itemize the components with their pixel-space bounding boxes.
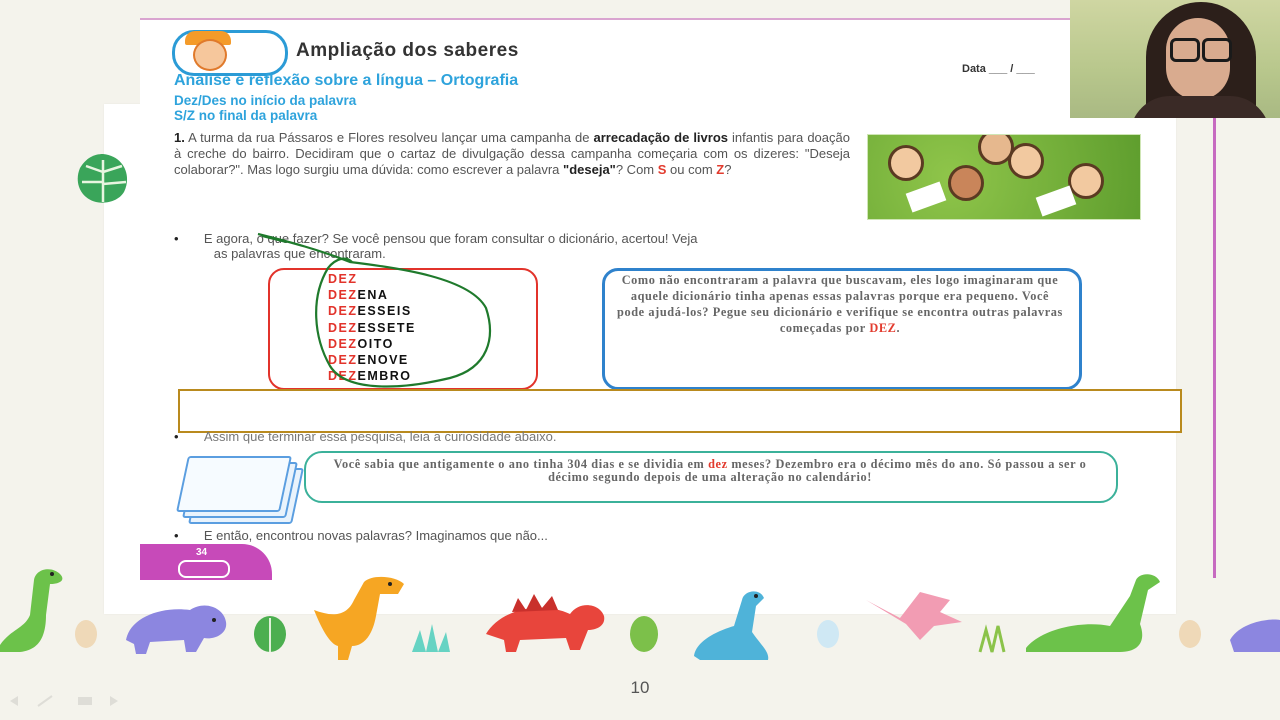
calendar-icon <box>180 458 298 522</box>
glasses-icon <box>1170 38 1200 62</box>
dino-egg-icon <box>75 620 97 648</box>
kids-reading-illustration <box>867 134 1141 220</box>
bullet-consult-dictionary: • E agora, o que fazer? Se você pensou que foram consultar o dicionário, acertou! Veja as palavras que encontraram. <box>174 231 698 261</box>
dez-word-prefix: DEZ <box>328 272 358 286</box>
exercise-text-d: ou com <box>666 161 717 177</box>
dez-word-suffix: ENA <box>357 288 389 303</box>
green-dinosaur-icon <box>0 569 62 652</box>
pink-pterodactyl-icon <box>866 592 962 640</box>
glasses-icon <box>1202 38 1232 62</box>
bullet2-text: Assim que terminar essa pesquisa, leia a curiosidade abaixo. <box>203 429 557 444</box>
bullet3-text: E então, encontrou novas palavras? Imaginamos que não... <box>203 528 548 543</box>
mascot-face-icon <box>193 39 227 71</box>
dez-word-prefix: DEZ <box>328 336 358 351</box>
book-icon <box>1036 185 1077 216</box>
dez-word-prefix: DEZ <box>328 288 358 303</box>
exercise-text-bold: arrecadação de livros <box>593 130 729 145</box>
next-slide-icon[interactable] <box>110 696 118 706</box>
dinosaur-border <box>0 560 1280 670</box>
answer-input-box[interactable] <box>178 389 1182 433</box>
blue-dinosaur-icon <box>694 591 768 660</box>
dictionary-hint-body: Como não encontraram a palavra que buscavam, eles logo imaginaram que aquele dicionário tinha apenas essas palavras porque era pequeno. Você pode ajudá-los? Pegue seu dicionário e verifique se encontra outras palavras começadas por <box>617 273 1063 335</box>
dino-egg-icon <box>1179 620 1201 648</box>
bullet1-line2: as palavras que encontraram. <box>213 246 386 261</box>
exercise-word: "deseja" <box>563 161 616 177</box>
lesson-subtitle: Análise e reflexão sobre a língua – Ortografia <box>174 72 519 89</box>
dez-word-prefix: DEZ <box>328 353 358 368</box>
prev-slide-icon[interactable] <box>10 696 18 706</box>
dictionary-hint-highlight: DEZ <box>869 320 897 335</box>
bullet-new-words: • E então, encontrou novas palavras? Imaginamos que não... <box>174 528 548 543</box>
leaf-icon <box>630 616 658 652</box>
letter-z: Z <box>716 161 725 177</box>
bullet-read-curiosity: • Assim que terminar essa pesquisa, leia a curiosidade abaixo. <box>174 429 557 444</box>
dez-word-suffix: ESSETE <box>357 320 416 335</box>
dino-egg-icon <box>817 620 839 648</box>
dez-word-prefix: DEZ <box>328 369 358 384</box>
presentation-toolbar[interactable] <box>8 694 128 708</box>
section-title: Ampliação dos saberes <box>296 40 519 61</box>
exercise-paragraph <box>174 130 850 177</box>
dez-word-suffix: OITO <box>357 336 394 351</box>
child-face-icon <box>1068 163 1104 199</box>
exercise-text-e: ? <box>724 161 732 177</box>
child-face-icon <box>888 145 924 181</box>
curiosity-text <box>316 458 1104 483</box>
pen-icon[interactable] <box>38 696 52 706</box>
grass-icon <box>980 626 1004 652</box>
textbook-page-number: 34 <box>196 547 208 558</box>
exercise-number: 1. <box>174 130 185 145</box>
mascot-badge <box>172 30 288 76</box>
exercise-text-c: ? Com <box>615 161 658 177</box>
book-icon <box>906 181 947 212</box>
letter-s: S <box>657 161 667 177</box>
green-annotation-drawing <box>250 228 510 398</box>
child-face-icon <box>948 165 984 201</box>
calendar-page-icon <box>176 456 292 512</box>
menu-icon[interactable] <box>78 697 92 705</box>
purple-triceratops-icon <box>126 606 226 654</box>
dez-word-suffix: ESSEIS <box>357 304 412 319</box>
slide-number: 10 <box>630 678 650 697</box>
dez-word-prefix: DEZ <box>328 304 358 319</box>
curiosity-text-b: meses? Dezembro era o décimo mês do ano. Só passou a ser o décimo segundo depois de uma alteração no calendário! <box>548 457 1087 484</box>
green-longneck-dinosaur-icon <box>1026 574 1160 652</box>
dez-word-suffix: EMBRO <box>357 369 412 384</box>
monstera-leaf-icon <box>74 152 132 204</box>
topic-s-z: S/Z no final da palavra <box>174 108 318 123</box>
dez-word-prefix: DEZ <box>328 320 358 335</box>
bullet1-line1: E agora, o que fazer? Se você pensou que foram consultar o dicionário, acertou! Veja <box>203 231 698 246</box>
annotation-loop <box>258 234 490 387</box>
leaf-icon <box>254 616 286 652</box>
dictionary-hint-text: Como não encontraram a palavra que buscavam, eles logo imaginaram que aquele dicionário tinha apenas essas palavras porque era pequeno. Você pode ajudá-los? Pegue seu dicionário e verifique se encontra outras palavras começadas por DEZ. <box>617 273 1063 335</box>
curiosity-text-a: Você sabia que antigamente o ano tinha 304 dias e se dividia em <box>333 457 705 471</box>
page-margin-rule <box>1213 118 1216 578</box>
annotation-pointer <box>262 236 286 242</box>
topic-dez-des: Dez/Des no início da palavra <box>174 93 357 108</box>
purple-dinosaur-icon <box>1230 620 1280 652</box>
grass-icon <box>412 624 450 652</box>
curiosity-highlight: dez <box>708 457 728 471</box>
exercise-text-b: infantis para doação à creche do bairro. Decidiram que o cartaz de divulgação dessa campanha começaria com os dizeres: "Deseja colaborar?". Mas logo surgiu uma dúvida: como escrever a palavra <box>174 130 850 177</box>
dez-word-suffix: ENOVE <box>357 353 409 368</box>
exercise-text-a: A turma da rua Pássaros e Flores resolveu lançar uma campanha de <box>188 130 594 145</box>
red-stegosaurus-icon <box>486 594 604 652</box>
date-field-label: Data ___ / ___ <box>962 63 1035 75</box>
orange-trex-icon <box>314 577 404 660</box>
webcam-overlay <box>1070 0 1280 118</box>
